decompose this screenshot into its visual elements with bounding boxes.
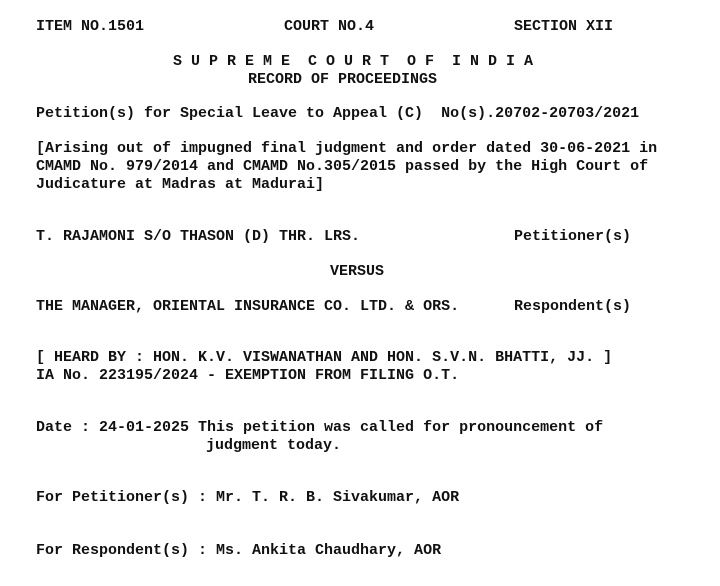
versus-label: VERSUS xyxy=(330,263,385,280)
counsel-respondent: For Respondent(s) : Ms. Ankita Chaudhary, AOR xyxy=(36,542,442,559)
section-label: SECTION XII xyxy=(514,18,614,35)
petition-number: Petition(s) for Special Leave to Appeal (C) No(s).20702-20703/2021 xyxy=(36,105,640,122)
heard-by: [ HEARD BY : HON. K.V. VISWANATHAN AND HON. S.V.N. BHATTI, JJ. ] xyxy=(36,349,613,366)
arising-line-1: [Arising out of impugned final judgment and order dated 30-06-2021 in xyxy=(36,140,658,157)
item-number: ITEM NO.1501 xyxy=(36,18,145,35)
court-title: S U P R E M E C O U R T O F I N D I A xyxy=(173,53,534,70)
proceeding-date-continuation: judgment today. xyxy=(206,437,342,454)
arising-line-3: Judicature at Madras at Madurai] xyxy=(36,176,325,193)
petitioner-name: T. RAJAMONI S/O THASON (D) THR. LRS. xyxy=(36,228,361,245)
proceeding-date-line: Date : 24-01-2025 This petition was called for pronouncement of xyxy=(36,419,604,436)
ia-number: IA No. 223195/2024 - EXEMPTION FROM FILING O.T. xyxy=(36,367,460,384)
court-number: COURT NO.4 xyxy=(284,18,375,35)
document-subtitle: RECORD OF PROCEEDINGS xyxy=(248,71,438,88)
counsel-petitioner: For Petitioner(s) : Mr. T. R. B. Sivakumar, AOR xyxy=(36,489,460,506)
respondent-name: THE MANAGER, ORIENTAL INSURANCE CO. LTD. & ORS. xyxy=(36,298,460,315)
respondent-role: Respondent(s) xyxy=(514,298,632,315)
arising-line-2: CMAMD No. 979/2014 and CMAMD No.305/2015 passed by the High Court of xyxy=(36,158,649,175)
petitioner-role: Petitioner(s) xyxy=(514,228,632,245)
